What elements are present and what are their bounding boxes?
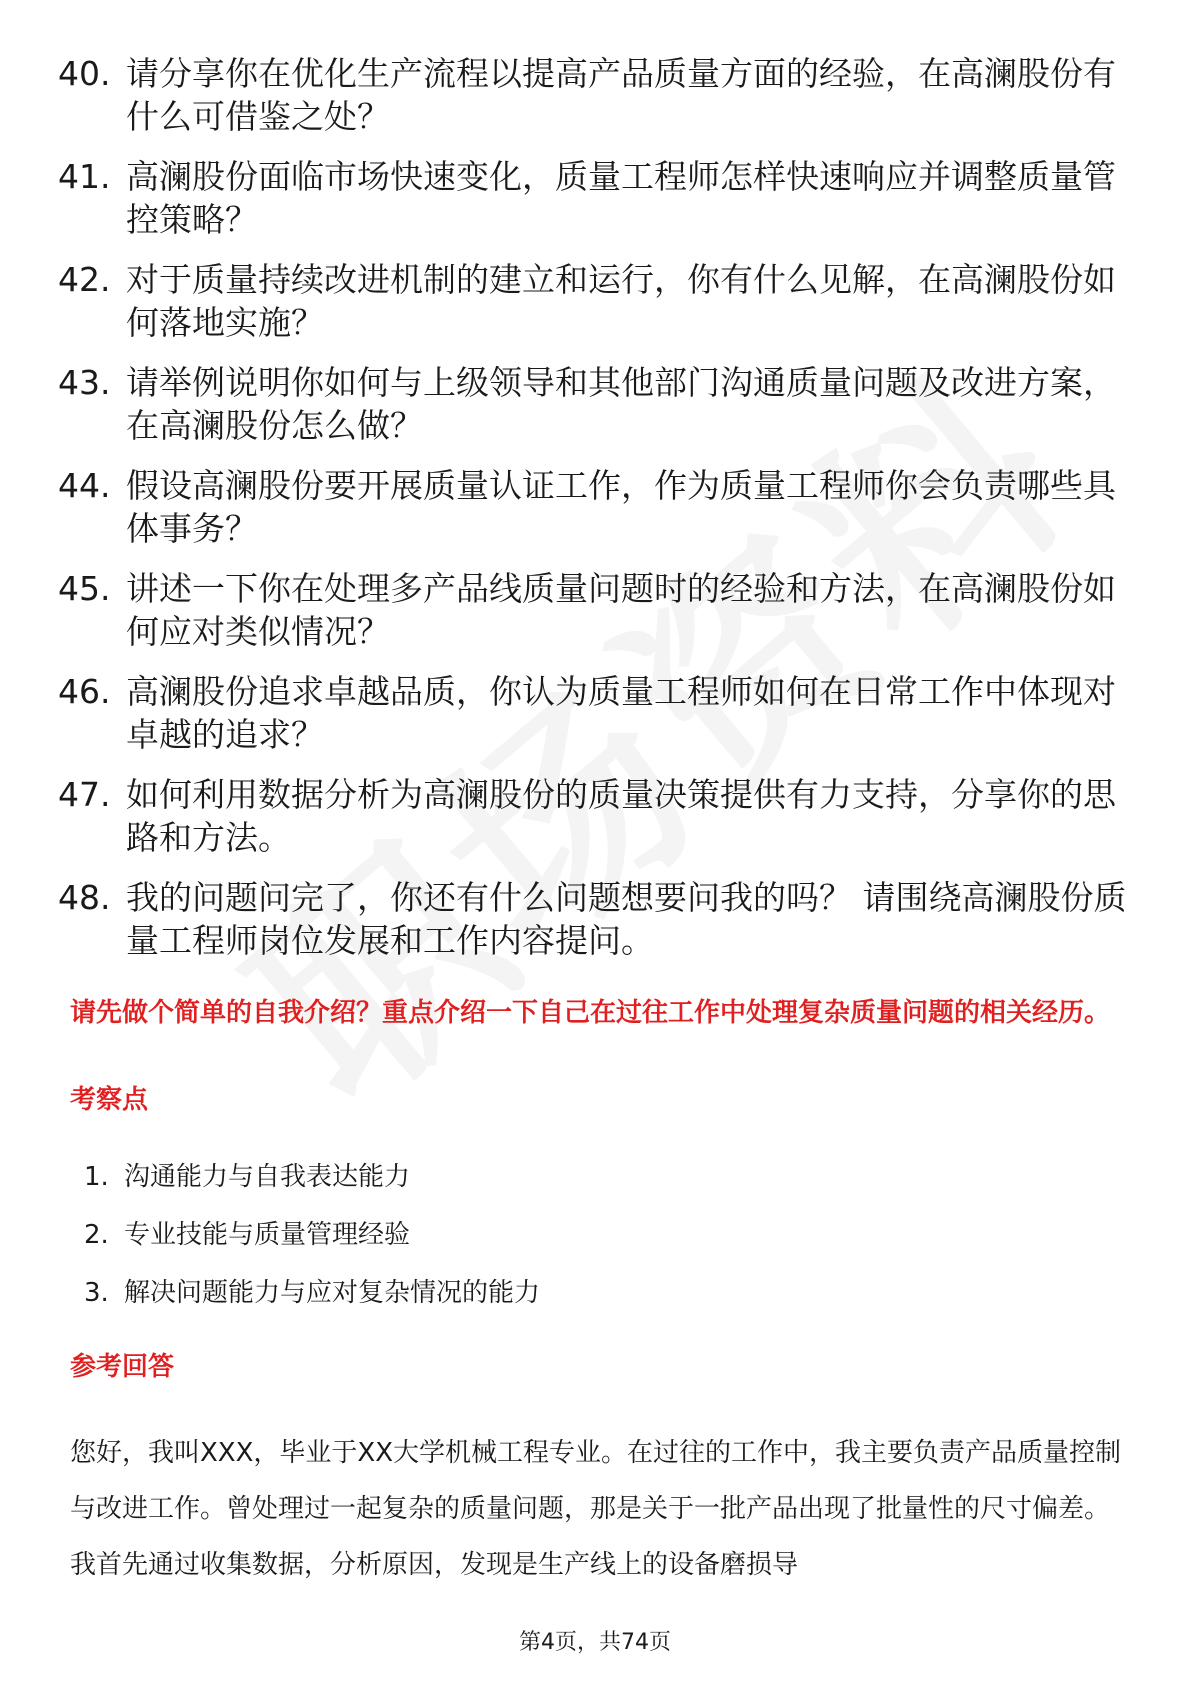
question-number: 47.	[58, 775, 111, 814]
question-text: 讲述一下你在处理多产品线质量问题时的经验和方法，在高澜股份如何应对类似情况？	[126, 569, 1116, 651]
list-item	[84, 1215, 540, 1273]
reference-heading: 参考回答	[70, 1352, 175, 1382]
question-number: 40.	[58, 54, 111, 93]
list-item	[58, 155, 1128, 241]
question-number: 46.	[58, 672, 111, 711]
question-number: 42.	[58, 260, 111, 299]
question-text: 请分享你在优化生产流程以提高产品质量方面的经验，在高澜股份有什么可借鉴之处？	[126, 54, 1116, 136]
list-item	[58, 567, 1128, 653]
list-item	[58, 876, 1128, 962]
assessment-points	[84, 1157, 540, 1331]
point-text: 解决问题能力与应对复杂情况的能力	[124, 1278, 541, 1308]
point-text: 专业技能与质量管理经验	[124, 1220, 411, 1250]
question-text: 请举例说明你如何与上级领导和其他部门沟通质量问题及改进方案，在高澜股份怎么做？	[126, 363, 1116, 445]
point-text: 沟通能力与自我表达能力	[124, 1162, 411, 1192]
question-text: 对于质量持续改进机制的建立和运行，你有什么见解，在高澜股份如何落地实施？	[126, 260, 1116, 342]
question-text: 高澜股份追求卓越品质，你认为质量工程师如何在日常工作中体现对卓越的追求？	[126, 672, 1116, 754]
question-number: 45.	[58, 569, 111, 608]
assessment-heading: 考察点	[70, 1085, 149, 1115]
list-item	[58, 52, 1128, 138]
list-item	[58, 464, 1128, 550]
question-list	[58, 52, 1128, 979]
featured-question: 请先做个简单的自我介绍？重点介绍一下自己在过往工作中处理复杂质量问题的相关经历。	[70, 998, 1111, 1028]
reference-answer: 您好，我叫XXX，毕业于XX大学机械工程专业。在过往的工作中，我主要负责产品质量控制与改进工作。曾处理过一起复杂的质量问题，那是关于一批产品出现了批量性的尺寸偏差。我首先通过收集数据，分析原因，发现是生产线上的设备磨损导	[70, 1438, 1122, 1580]
point-number: 3.	[84, 1278, 109, 1308]
question-text: 如何利用数据分析为高澜股份的质量决策提供有力支持，分享你的思路和方法。	[126, 775, 1116, 857]
point-number: 1.	[84, 1162, 109, 1192]
question-number: 41.	[58, 157, 111, 196]
list-item	[58, 258, 1128, 344]
question-number: 43.	[58, 363, 111, 402]
page-footer: 第4页，共74页	[519, 1630, 671, 1655]
question-number: 48.	[58, 878, 111, 917]
question-text: 我的问题问完了，你还有什么问题想要问我的吗？ 请围绕高澜股份质量工程师岗位发展和工作内容提问。	[126, 878, 1127, 960]
list-item	[58, 773, 1128, 859]
question-number: 44.	[58, 466, 111, 505]
list-item	[58, 361, 1128, 447]
list-item	[84, 1273, 540, 1331]
question-text: 高澜股份面临市场快速变化，质量工程师怎样快速响应并调整质量管控策略？	[126, 157, 1116, 239]
list-item	[84, 1157, 540, 1215]
list-item	[58, 670, 1128, 756]
point-number: 2.	[84, 1220, 109, 1250]
question-text: 假设高澜股份要开展质量认证工作，作为质量工程师你会负责哪些具体事务？	[126, 466, 1116, 548]
